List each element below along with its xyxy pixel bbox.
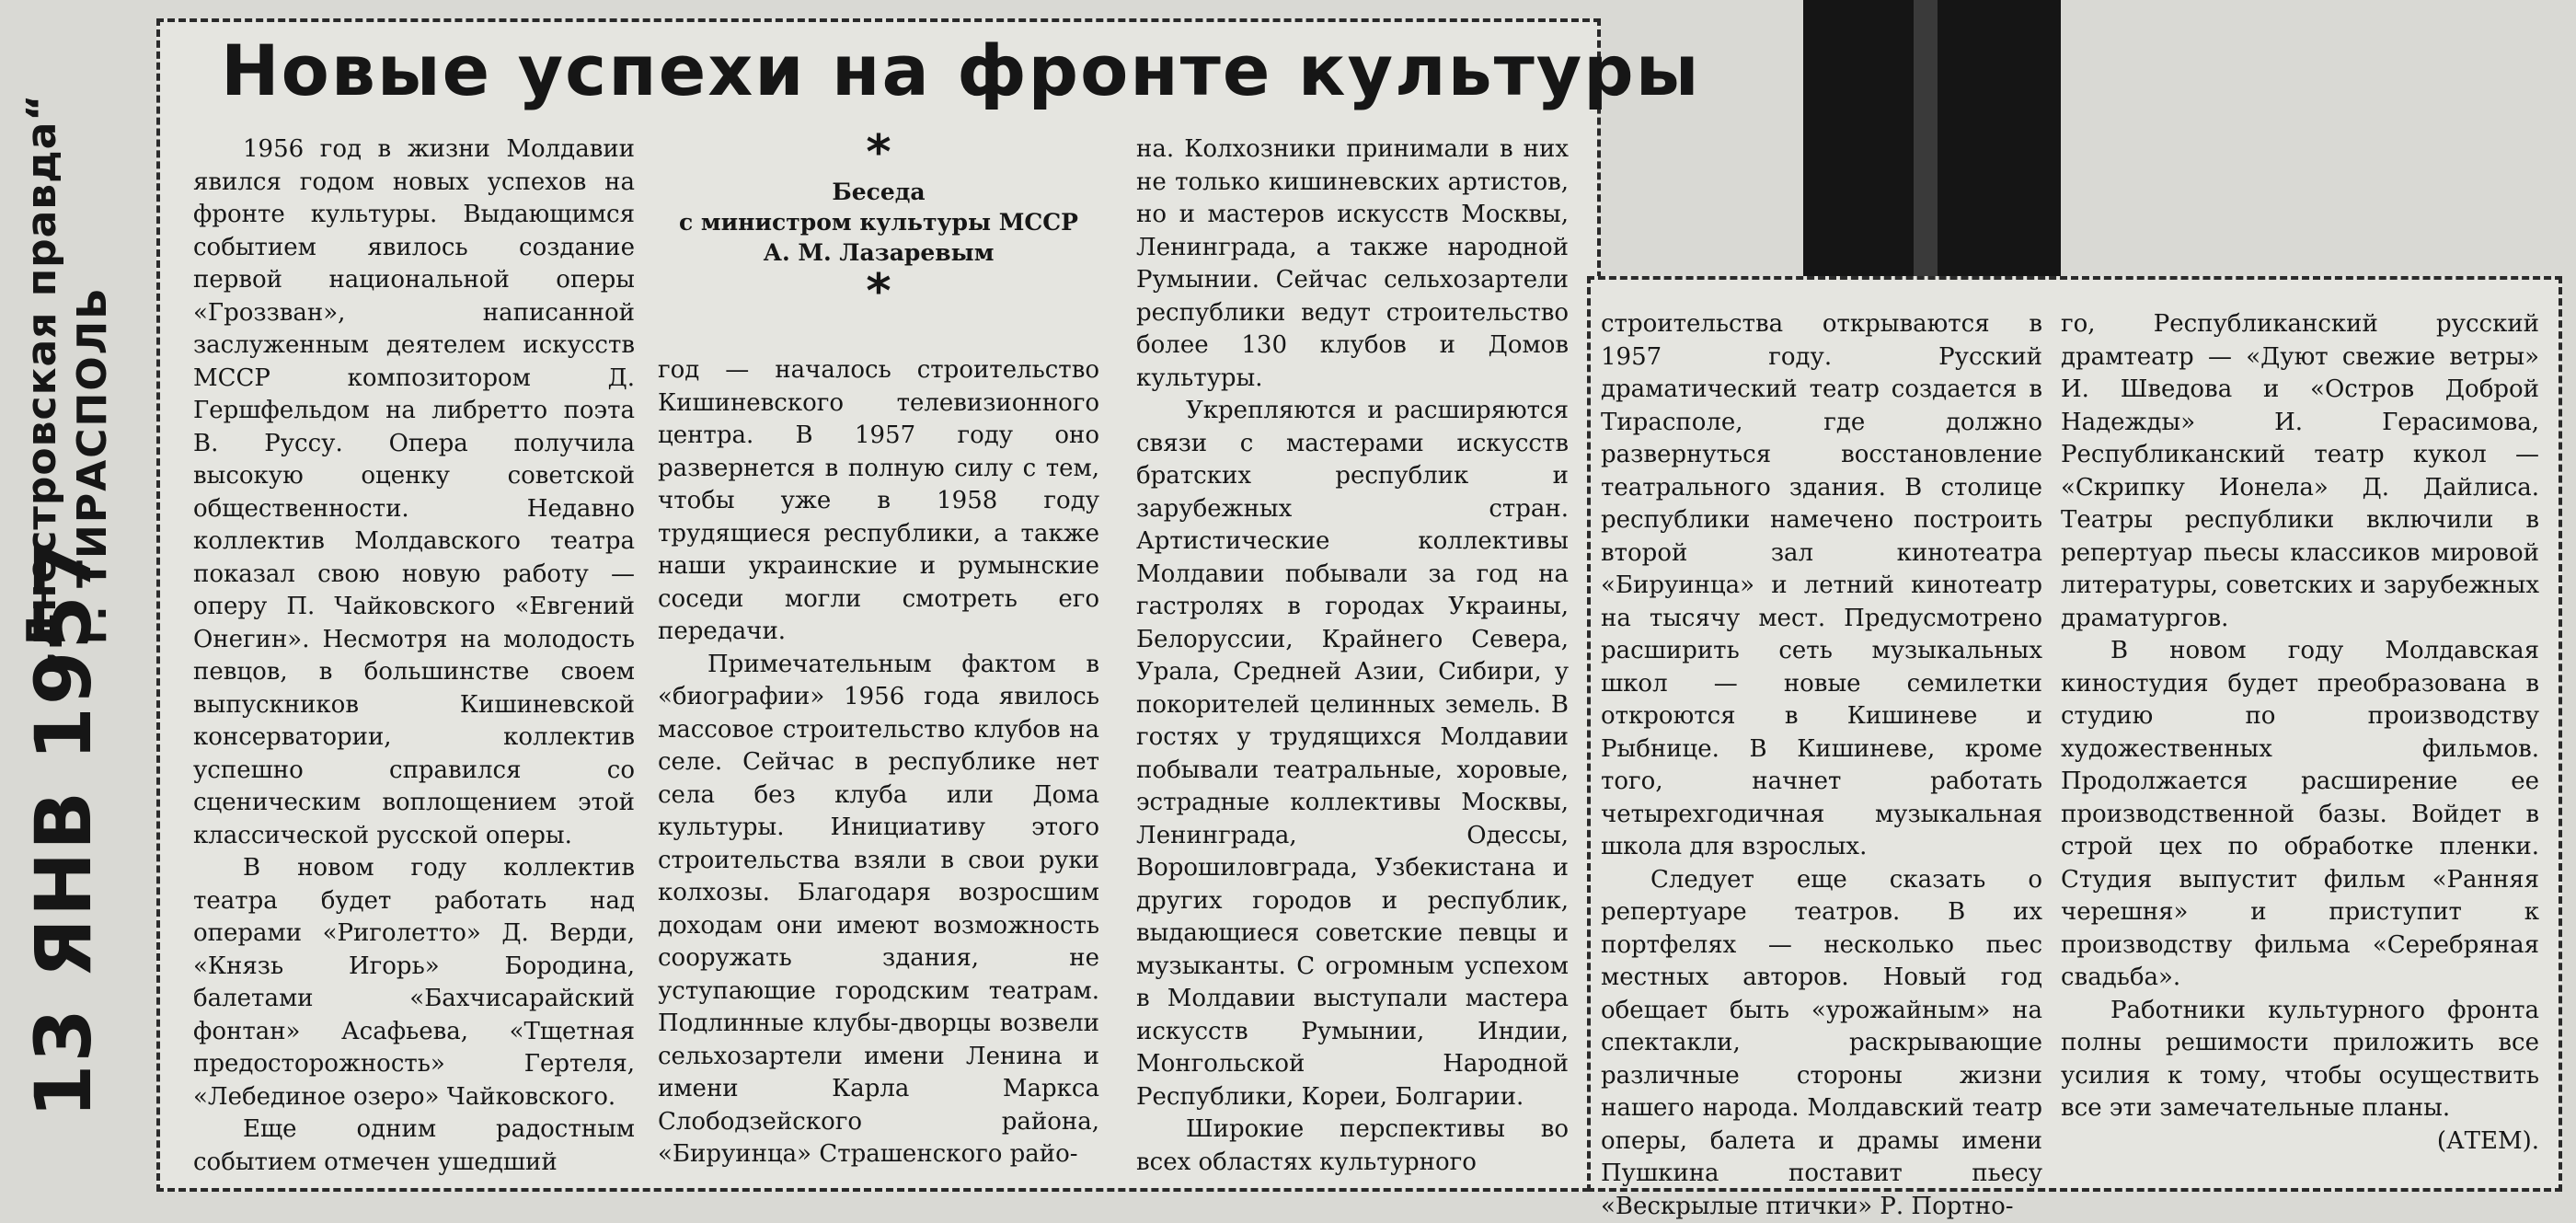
article-column-5	[2061, 308, 2539, 1187]
article-column-3	[1136, 133, 1569, 1187]
star-icon: *	[658, 268, 1099, 316]
paragraph: Работники культурного фронта полны решимости приложить все усилия к тому, чтобы осуществить все эти замечательные планы.	[2061, 995, 2539, 1125]
signature: (АТЕМ).	[2061, 1125, 2539, 1159]
paragraph: Укрепляются и расширяются связи с мастерами искусств братских республик и зарубежных стран. Артистические коллективы Молдавии побывали за год на гастролях в городах Украины, Белоруссии, Крайнего Севера, Урала, Средней Азии, Сибири, у покорителей целинных земель. В гостях у трудящихся Молдавии побывали театральные, хоровые, эстрадные коллективы Москвы, Ленинграда, Одессы, Ворошиловграда, Узбекистана и других городов и республик, выдающиеся советские певцы и музыканты. С огромным успехом в Молдавии выступали мастера искусств Румынии, Индии, Монгольской Народной Республики, Кореи, Болгарии.	[1136, 395, 1569, 1113]
lead-line-1: Беседа	[658, 177, 1099, 207]
paragraph: Еще одним радостным событием отмечен ушедший	[193, 1113, 635, 1179]
paragraph: Широкие перспективы во всех областях культурного	[1136, 1113, 1569, 1179]
article-column-1	[193, 133, 635, 1187]
paragraph: го, Республиканский русский драмтеатр — «Дуют свежие ветры» И. Шведова и «Остров Доброй Надежды» И. Герасимова, Республиканский театр кукол — «Скрипку Ионела» Д. Дайлиса. Театры республики включили в репертуар пьесы классиков мировой литературы, советских и зарубежных драматургов.	[2061, 308, 2539, 635]
article-column-2	[658, 354, 1099, 1187]
paragraph: год — началось строительство Кишиневского телевизионного центра. В 1957 году оно развернется в полную силу с тем, чтобы уже в 1958 году трудящиеся республики, а также наши украинские и румынские соседи могли смотреть его передачи.	[658, 354, 1099, 649]
star-icon: *	[658, 129, 1099, 177]
interview-lead	[658, 129, 1099, 340]
paragraph: Примечательным фактом в «биографии» 1956 года явилось массовое строительство клубов на селе. Сейчас в республике нет села без клуба или Дома культуры. Инициативу этого строительства взяли в свои руки колхозы. Благодаря возросшим доходам они имеют возможность сооружать здания, не уступающие городским театрам. Подлинные клубы-дворцы возвели сельхозартели имени Ленина и имени Карла Маркса Слободзейского района, «Бируинца» Страшенского райо-	[658, 649, 1099, 1171]
city-stamp: г. ТИРАСПОЛЬ	[69, 286, 116, 644]
date-stamp: 13 ЯНВ 1957	[18, 538, 109, 1118]
paragraph: на. Колхозники принимали в них не только кишиневских артистов, но и мастеров искусств Москвы, Ленинграда, а также народной Румынии. Сейчас сельхозартели республики ведут строительство более 130 клубов и Домов культуры.	[1136, 133, 1569, 395]
newspaper-stamp: „Днестровская правда“	[18, 94, 65, 676]
paragraph: В новом году коллектив театра будет работать над операми «Риголетто» Д. Верди, «Князь Игорь» Бородина, балетами «Бахчисарайский фонтан» Асафьева, «Тщетная предосторожность» Гертеля, «Лебединое озеро» Чайковского.	[193, 852, 635, 1113]
paragraph: Следует еще сказать о репертуаре театров. В их портфелях — несколько пьес местных авторов. Новый год обещает быть «урожайным» на спектакли, раскрывающие различные стороны жизни нашего народа. Молдавский театр оперы, балета и драмы имени Пушкина поставит пьесу «Вескрылые птички» Р. Портно-	[1601, 864, 2042, 1223]
lead-line-3: А. М. Лазаревым	[658, 237, 1099, 268]
paragraph: строительства открываются в 1957 году. Русский драматический театр создается в Тирасполе, где должно развернуться восстановление театрального здания. В столице республики намечено построить второй зал кинотеатра «Бируинца» и летний кинотеатр на тысячу мест. Предусмотрено расширить сеть музыкальных школ — новые семилетки откроются в Кишиневе и Рыбнице. В Кишиневе, кроме того, начнет работать четырехгодичная музыкальная школа для взрослых.	[1601, 308, 2042, 864]
dark-background-strip	[1803, 0, 2061, 276]
article-title: Новые успехи на фронте культуры	[221, 29, 1700, 111]
article-column-4	[1601, 308, 2042, 1187]
paragraph: 1956 год в жизни Молдавии явился годом новых успехов на фронте культуры. Выдающимся событием явилось создание первой национальной оперы «Гроззван», написанной заслуженным деятелем искусств МССР композитором Д. Гершфельдом на либретто поэта В. Руссу. Опера получила высокую оценку советской общественности. Недавно коллектив Молдавского театра показал свою новую работу — оперу П. Чайковского «Евгений Онегин». Несмотря на молодость певцов, в большинстве своем выпускников Кишиневской консерватории, коллектив успешно справился со сценическим воплощением этой классической русской оперы.	[193, 133, 635, 852]
lead-line-2: с министром культуры МССР	[658, 207, 1099, 237]
paragraph: В новом году Молдавская киностудия будет преобразована в студию по производству художественных фильмов. Продолжается расширение ее производственной базы. Войдет в строй цех по обработке пленки. Студия выпустит фильм «Ранняя черешня» и приступит к производству фильма «Серебряная свадьба».	[2061, 635, 2539, 995]
